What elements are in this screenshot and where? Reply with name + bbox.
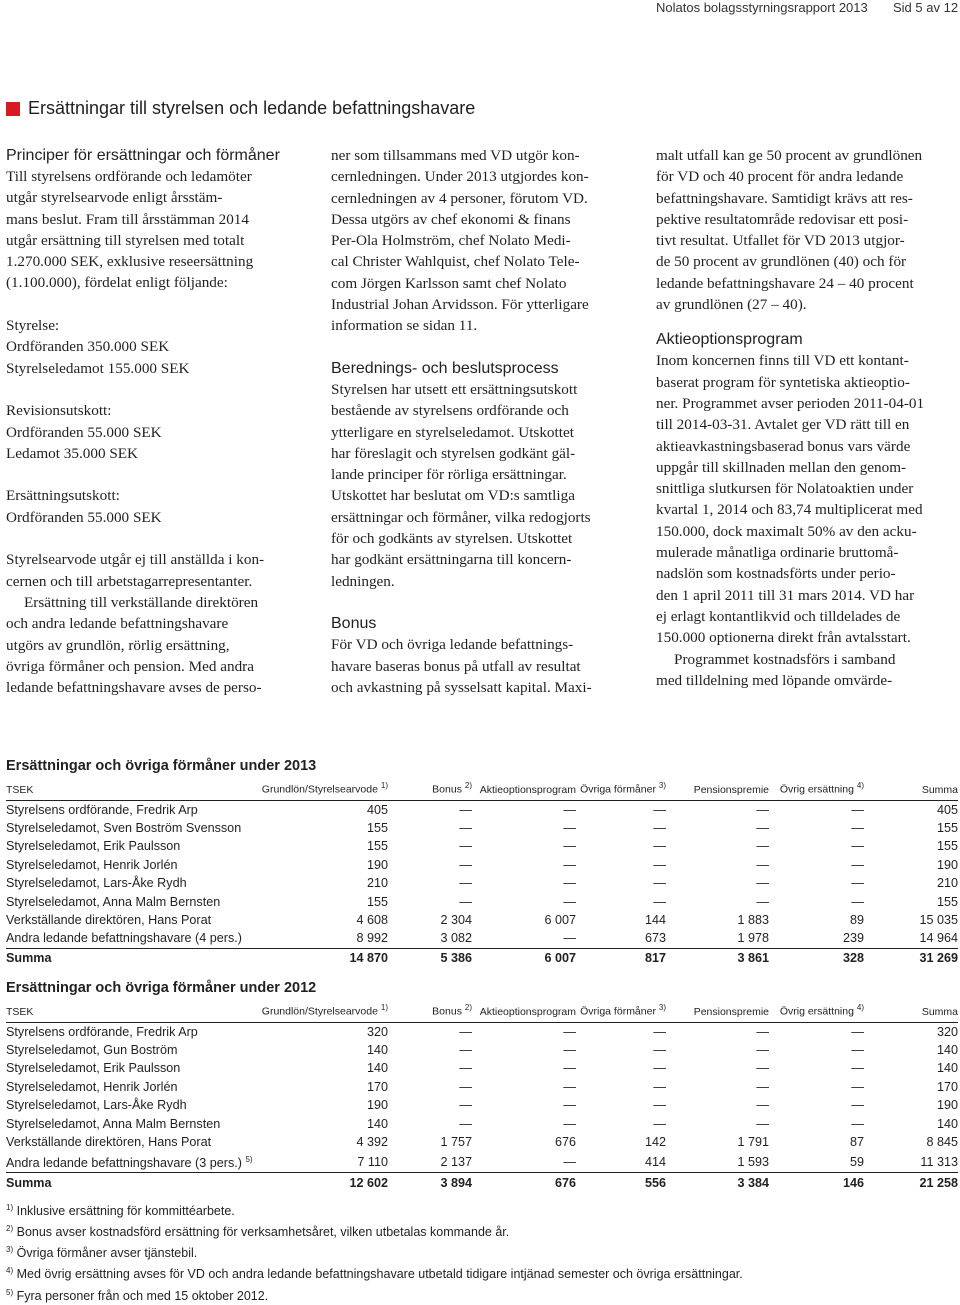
- row-label: Styrelseledamot, Lars-Åke Rydh: [6, 876, 187, 891]
- text-line: Inom koncernen finns till VD ett kontant-: [656, 352, 909, 370]
- table-cell: —: [756, 839, 769, 854]
- table-cell: 2 304: [440, 913, 472, 928]
- table-cell: 239: [842, 931, 864, 946]
- text-line: baserat program för syntetiska aktieoptio-: [656, 373, 910, 391]
- table-cell: —: [756, 1079, 769, 1094]
- table-cell: 8 992: [356, 931, 388, 946]
- table-cell: —: [459, 839, 472, 854]
- table-cell: —: [563, 1098, 576, 1113]
- text-line: Ordföranden 350.000 SEK: [6, 338, 170, 356]
- table-cell: —: [563, 1061, 576, 1076]
- text-line: bestående av styrelsens ordförande och: [331, 402, 569, 420]
- table-cell: 140: [366, 1061, 388, 1076]
- section-title: Ersättningar till styrelsen och ledande befattningshavare: [28, 98, 476, 118]
- col-header-ovriga: Övriga förmåner $^{3)}$: [576, 999, 666, 1022]
- col-header-grundlon: Grundlön/Styrelsearvode $^{1)}$: [246, 999, 388, 1022]
- table-cell: 1 791: [737, 1135, 769, 1150]
- table-row: [6, 892, 958, 910]
- table-cell: —: [563, 1043, 576, 1058]
- table-cell: —: [459, 876, 472, 891]
- text-line: 1.270.000 SEK, exklusive reseersättning: [6, 253, 254, 271]
- text-line: befattningshavare. Samtidigt krävs att res-: [656, 189, 913, 207]
- text-line: ner. Programmet avser perioden 2011-04-01: [656, 394, 925, 412]
- table-cell: 210: [366, 876, 388, 891]
- table-cell: —: [756, 876, 769, 891]
- row-label: Styrelseledamot, Henrik Jorlén: [6, 1079, 178, 1094]
- text-line: ner som tillsammans med VD utgör kon-: [331, 147, 580, 164]
- table-cell: —: [563, 821, 576, 836]
- page-number: Sid 5 av 12: [893, 0, 959, 15]
- section-title-row: [6, 98, 475, 119]
- table-cell: —: [756, 1061, 769, 1076]
- table-cell: 3 861: [666, 948, 769, 967]
- footnote: $^{1)}$ Inklusive ersättning för kommittéarbete.: [6, 1203, 235, 1219]
- table-cell: —: [851, 1079, 864, 1094]
- page-header: [0, 0, 960, 14]
- text-line: Revisionsutskott:: [6, 402, 112, 420]
- table-cell: 414: [644, 1154, 666, 1169]
- table-row: [6, 1114, 958, 1132]
- table-cell: 146: [769, 1173, 864, 1192]
- table-cell: —: [459, 894, 472, 909]
- table-cell: —: [563, 1079, 576, 1094]
- table-cell: —: [653, 1024, 666, 1039]
- text-column-1: [6, 145, 296, 698]
- table-cell: 7 110: [357, 1154, 388, 1169]
- table-cell: —: [756, 857, 769, 872]
- row-label: Styrelseledamot, Henrik Jorlén: [6, 857, 178, 872]
- text-column-2: [331, 145, 631, 698]
- table-cell: —: [563, 931, 576, 946]
- table-cell: —: [756, 1116, 769, 1131]
- table-cell: 190: [366, 1098, 388, 1113]
- text-line: och avkastning på sysselsatt kapital. Maxi-: [331, 678, 592, 696]
- table-cell: —: [563, 839, 576, 854]
- table-cell: —: [459, 1043, 472, 1058]
- row-label: Styrelseledamot, Sven Boström Svensson: [6, 821, 242, 836]
- text-line: pektive resultatområde redovisar ett posi-: [656, 210, 909, 228]
- text-line: med tilldelning med löpande omvärde-: [656, 671, 893, 689]
- text-line: tivt resultat. Utfallet för VD 2013 utgjor-: [656, 232, 905, 250]
- table-cell: —: [653, 839, 666, 854]
- table-cell: 4 608: [356, 913, 388, 928]
- table-cell: —: [459, 857, 472, 872]
- table-cell: 59: [849, 1154, 864, 1169]
- footnote: $^{3)}$ Övriga förmåner avser tjänstebil.: [6, 1245, 198, 1261]
- table-cell: —: [851, 1024, 864, 1039]
- text-line: information se sidan 11.: [331, 317, 478, 335]
- table-header-row: [6, 777, 958, 800]
- compensation-table-2013: [6, 755, 958, 967]
- table-cell: —: [756, 1098, 769, 1113]
- text-line: com Jörgen Karlsson samt chef Nolato: [331, 274, 567, 292]
- text-column-3: [656, 145, 956, 691]
- table-row: [6, 1059, 958, 1077]
- table-row: [6, 874, 958, 892]
- row-label: Styrelsens ordförande, Fredrik Arp: [6, 1024, 198, 1039]
- text-line: ytterligare en styrelseledamot. Utskottet: [331, 423, 574, 441]
- table-cell: —: [459, 1079, 472, 1094]
- text-line: Per-Ola Holmström, chef Nolato Medi-: [331, 232, 571, 250]
- table-cell: 3 894: [388, 1173, 472, 1192]
- table-cell: —: [756, 1043, 769, 1058]
- table-cell: —: [851, 894, 864, 909]
- table-cell: 11 313: [920, 1154, 958, 1169]
- compensation-table-2012: [6, 977, 958, 1192]
- table-cell: 140: [936, 1043, 958, 1058]
- table-cell: 673: [644, 931, 666, 946]
- text-line: de 50 procent av grundlönen (40) och för: [656, 253, 907, 271]
- table-row: [6, 911, 958, 929]
- text-line: utgörs av grundlön, rörlig ersättning,: [6, 636, 230, 654]
- row-label: Styrelseledamot, Anna Malm Bernsten: [6, 894, 221, 909]
- table-cell: 14 964: [919, 931, 958, 946]
- table-cell: 87: [849, 1135, 864, 1150]
- text-line: (1.100.000), fördelat enligt följande:: [6, 274, 228, 292]
- table-cell: —: [653, 876, 666, 891]
- table-cell: —: [459, 821, 472, 836]
- table-cell: 190: [936, 1098, 958, 1113]
- table-cell: 6 007: [472, 948, 576, 967]
- table-cell: 140: [936, 1116, 958, 1131]
- row-label: Styrelseledamot, Anna Malm Bernsten: [6, 1116, 221, 1131]
- table-cell: 144: [644, 913, 666, 928]
- table-cell: —: [459, 1024, 472, 1039]
- text-line: malt utfall kan ge 50 procent av grundlönen: [656, 147, 923, 164]
- text-line: kvartal 1, 2014 och 83,74 multiplicerat med: [656, 501, 923, 519]
- col-header-summa: Summa: [864, 777, 958, 800]
- table-cell: —: [459, 802, 472, 817]
- col-header-ovriga: Övriga förmåner $^{3)}$: [576, 777, 666, 800]
- text-line: till 2014-03-31. Avtalet ger VD rätt till en: [656, 416, 910, 434]
- table-cell: 6 007: [544, 913, 576, 928]
- table-cell: —: [459, 1116, 472, 1131]
- text-line: 150.000 optionerna direkt från avtalsstart.: [656, 629, 911, 647]
- table-cell: 170: [936, 1079, 958, 1094]
- text-line: Ordföranden 55.000 SEK: [6, 423, 162, 441]
- table-cell: 556: [576, 1173, 666, 1192]
- table-cell: —: [653, 802, 666, 817]
- text-line: Ersättning till verkställande direktören: [24, 593, 259, 611]
- text-line: Dessa utgörs av chef ekonomi & finans: [331, 210, 571, 228]
- col-header-tsek: TSEK: [6, 777, 246, 800]
- table-cell: 190: [936, 857, 958, 872]
- table-cell: 405: [936, 802, 958, 817]
- col-header-aktie: Aktieoptionsprogram: [472, 777, 576, 800]
- text-line: utgår styrelsearvode enligt årsstäm-: [6, 189, 223, 207]
- text-line: 150.000, dock maximalt 50% av den acku-: [656, 522, 917, 540]
- text-line: ledande befattningshavare 24 – 40 procent: [656, 274, 914, 292]
- table-cell: 140: [366, 1043, 388, 1058]
- table-cell: 170: [366, 1079, 388, 1094]
- table-cell: 155: [936, 821, 958, 836]
- table-cell: —: [653, 857, 666, 872]
- table-row: [6, 837, 958, 855]
- table-cell: —: [851, 1116, 864, 1131]
- col-header-grundlon: Grundlön/Styrelsearvode $^{1)}$: [246, 777, 388, 800]
- table-cell: —: [653, 1079, 666, 1094]
- text-line: För VD och övriga ledande befattnings-: [331, 636, 574, 654]
- row-label: Andra ledande befattningshavare (4 pers.): [6, 931, 242, 946]
- text-line: Ordföranden 55.000 SEK: [6, 508, 162, 526]
- table-cell: 155: [366, 839, 388, 854]
- text-line: ledande befattningshavare avses de perso-: [6, 679, 262, 697]
- red-square-icon: [6, 102, 20, 116]
- table-cell: 155: [366, 821, 388, 836]
- table-cell: —: [459, 1061, 472, 1076]
- text-line: ersättningar och förmåner, vilka redogjorts: [331, 508, 591, 526]
- col-header-pension: Pensionspremie: [666, 999, 769, 1022]
- table-cell: 405: [366, 802, 388, 817]
- table-cell: 15 035: [919, 913, 958, 928]
- table-sum-row: [6, 948, 958, 967]
- table-cell: 817: [576, 948, 666, 967]
- table-row: [6, 1078, 958, 1096]
- table-sum-row: [6, 1173, 958, 1192]
- table-cell: —: [459, 1098, 472, 1113]
- text-line: övriga förmåner och pension. Med andra: [6, 657, 254, 675]
- table-row: [6, 800, 958, 819]
- table-cell: —: [563, 1116, 576, 1131]
- text-line: utgår ersättning till styrelsen med totalt: [6, 231, 245, 249]
- table-cell: —: [851, 1043, 864, 1058]
- table-row: [6, 819, 958, 837]
- table-cell: 155: [366, 894, 388, 909]
- table-cell: 8 845: [926, 1135, 958, 1150]
- text-line: Till styrelsens ordförande och ledamöter: [6, 168, 252, 185]
- col-header-pension: Pensionspremie: [666, 777, 769, 800]
- table-cell: 140: [936, 1061, 958, 1076]
- text-line: den 1 april 2011 till 31 mars 2014. VD har: [656, 586, 915, 604]
- text-line: Styrelse:: [6, 317, 60, 335]
- table-cell: 155: [936, 839, 958, 854]
- table-cell: 190: [366, 857, 388, 872]
- table-cell: 31 269: [864, 948, 958, 967]
- table-cell: —: [563, 802, 576, 817]
- row-label: Andra ledande befattningshavare (3 pers.) $^{5)}$: [6, 1155, 253, 1171]
- table-cell: 21 258: [864, 1173, 958, 1192]
- table-cell: —: [756, 1024, 769, 1039]
- text-line: cernledningen av 4 personer, förutom VD.: [331, 189, 588, 207]
- col-header-bonus: Bonus $^{2)}$: [388, 777, 472, 800]
- text-line: Ledamot 35.000 SEK: [6, 444, 139, 462]
- text-line: mulerade månatliga ordinarie bruttomå-: [656, 544, 899, 562]
- row-label: Verkställande direktören, Hans Porat: [6, 913, 212, 928]
- table-cell: 5 386: [388, 948, 472, 967]
- table-cell: 320: [936, 1024, 958, 1039]
- table-cell: —: [563, 1154, 576, 1169]
- text-line: för och godkänts av styrelsen. Utskottet: [331, 530, 573, 548]
- table-row: [6, 929, 958, 948]
- text-line: mans beslut. Fram till årsstämman 2014: [6, 210, 249, 228]
- table-cell: 1 978: [737, 931, 769, 946]
- table-cell: —: [756, 821, 769, 836]
- table-cell: 89: [849, 913, 864, 928]
- row-label: Verkställande direktören, Hans Porat: [6, 1135, 212, 1150]
- table-cell: 328: [769, 948, 864, 967]
- text-line: cernen och till arbetstagarrepresentanter.: [6, 572, 253, 590]
- row-label: Styrelseledamot, Lars-Åke Rydh: [6, 1098, 187, 1113]
- table-cell: —: [653, 894, 666, 909]
- table-cell: —: [851, 839, 864, 854]
- table-cell: —: [653, 1043, 666, 1058]
- text-line: har godkänt ersättningarna till koncern-: [331, 551, 572, 569]
- text-line: cal Christer Wahlquist, chef Nolato Tele-: [331, 253, 580, 271]
- table-cell: —: [851, 876, 864, 891]
- table-cell: —: [756, 894, 769, 909]
- table-cell: 142: [644, 1135, 666, 1150]
- table-cell: 1 593: [737, 1154, 769, 1169]
- table-row: [6, 1096, 958, 1114]
- table-cell: —: [653, 821, 666, 836]
- table-cell: 320: [366, 1024, 388, 1039]
- col-header-ovrig-ers: Övrig ersättning $^{4)}$: [769, 777, 864, 800]
- table-cell: 3 384: [666, 1173, 769, 1192]
- table-cell: 2 137: [440, 1154, 472, 1169]
- text-line: Styrelsen har utsett ett ersättningsutskott: [331, 380, 578, 398]
- table-cell: —: [563, 857, 576, 872]
- table-row: [6, 1151, 958, 1173]
- heading-options: Aktieoptionsprogram: [656, 331, 803, 349]
- heading-process: Berednings- och beslutsprocess: [331, 359, 559, 377]
- text-line: nadslön som kostnadsförts under perio-: [656, 565, 896, 583]
- text-line: snittliga slutkursen för Nolatoaktien under: [656, 480, 914, 498]
- report-title: Nolatos bolagsstyrningsrapport 2013: [656, 0, 868, 15]
- text-line: havare baseras bonus på utfall av resultat: [331, 657, 581, 675]
- row-label: Summa: [6, 1173, 246, 1192]
- row-label: Styrelseledamot, Erik Paulsson: [6, 839, 181, 854]
- footnote: $^{5)}$ Fyra personer från och med 15 oktober 2012.: [6, 1287, 269, 1303]
- table-cell: 12 602: [246, 1173, 388, 1192]
- table-cell: 210: [936, 876, 958, 891]
- table-cell: —: [851, 1098, 864, 1113]
- text-line: Industrial Johan Arvidsson. För ytterligare: [331, 296, 589, 314]
- text-line: Ersättningsutskott:: [6, 487, 120, 505]
- text-line: ledningen.: [331, 572, 395, 590]
- text-line: uppgår till skillnaden mellan den genom-: [656, 458, 907, 476]
- footnote: $^{4)}$ Med övrig ersättning avses för VD och andra ledande befattningshavare utbetald tidigare intjänad semester och övriga ersättningar.: [6, 1266, 743, 1282]
- table-cell: —: [851, 821, 864, 836]
- col-header-tsek: TSEK: [6, 999, 246, 1022]
- table-cell: —: [653, 1098, 666, 1113]
- text-line: Styrelsearvode utgår ej till anställda i kon-: [6, 551, 265, 569]
- table-cell: 155: [936, 894, 958, 909]
- text-line: och andra ledande befattningshavare: [6, 615, 229, 633]
- table-cell: —: [653, 1061, 666, 1076]
- table-cell: —: [756, 802, 769, 817]
- text-line: ej erlagt kontantlikvid och tilldelades de: [656, 607, 901, 625]
- text-line: har föreslagit och styrelsen godkänt gäl-: [331, 444, 576, 462]
- table-cell: 140: [366, 1116, 388, 1131]
- footnote: $^{2)}$ Bonus avser kostnadsförd ersättning för verksamhetsåret, vilken utbetalas kommande år.: [6, 1224, 510, 1240]
- table-row: [6, 856, 958, 874]
- table-cell: 676: [554, 1135, 576, 1150]
- heading-bonus: Bonus: [331, 615, 377, 633]
- table-row: [6, 1022, 958, 1041]
- row-label: Styrelseledamot, Erik Paulsson: [6, 1061, 181, 1076]
- heading-principles: Principer för ersättningar och förmåner: [6, 147, 280, 164]
- table-cell: 1 883: [737, 913, 769, 928]
- col-header-summa: Summa: [864, 999, 958, 1022]
- text-line: för VD och 40 procent för andra ledande: [656, 168, 904, 186]
- text-line: Styrelseledamot 155.000 SEK: [6, 359, 190, 377]
- row-label: Styrelseledamot, Gun Boström: [6, 1043, 178, 1058]
- table-cell: 4 392: [356, 1135, 388, 1150]
- col-header-bonus: Bonus $^{2)}$: [388, 999, 472, 1022]
- text-line: Utskottet har beslutat om VD:s samtliga: [331, 487, 575, 505]
- table-title: Ersättningar och övriga förmåner under 2012: [6, 980, 317, 996]
- text-line: cernledningen. Under 2013 utgjordes kon-: [331, 168, 589, 186]
- row-label: Styrelsens ordförande, Fredrik Arp: [6, 802, 198, 817]
- table-row: [6, 1133, 958, 1151]
- table-title: Ersättningar och övriga förmåner under 2013: [6, 758, 317, 774]
- table-row: [6, 1041, 958, 1059]
- table-cell: —: [563, 1024, 576, 1039]
- text-line: Programmet kostnadsförs i samband: [674, 650, 896, 668]
- table-cell: —: [851, 857, 864, 872]
- table-cell: —: [563, 894, 576, 909]
- text-line: aktieavkastningsbaserad bonus vars värde: [656, 437, 911, 455]
- table-cell: —: [851, 1061, 864, 1076]
- table-cell: 1 757: [440, 1135, 472, 1150]
- table-cell: 676: [472, 1173, 576, 1192]
- table-cell: 3 082: [440, 931, 472, 946]
- table-header-row: [6, 999, 958, 1022]
- table-cell: —: [851, 802, 864, 817]
- table-cell: —: [563, 876, 576, 891]
- table-cell: 14 870: [246, 948, 388, 967]
- text-line: av grundlönen (27 – 40).: [656, 296, 807, 314]
- text-line: lande principer för rörliga ersättningar.: [331, 466, 567, 484]
- col-header-ovrig-ers: Övrig ersättning $^{4)}$: [769, 999, 864, 1022]
- table-cell: —: [653, 1116, 666, 1131]
- col-header-aktie: Aktieoptionsprogram: [472, 999, 576, 1022]
- row-label: Summa: [6, 948, 246, 967]
